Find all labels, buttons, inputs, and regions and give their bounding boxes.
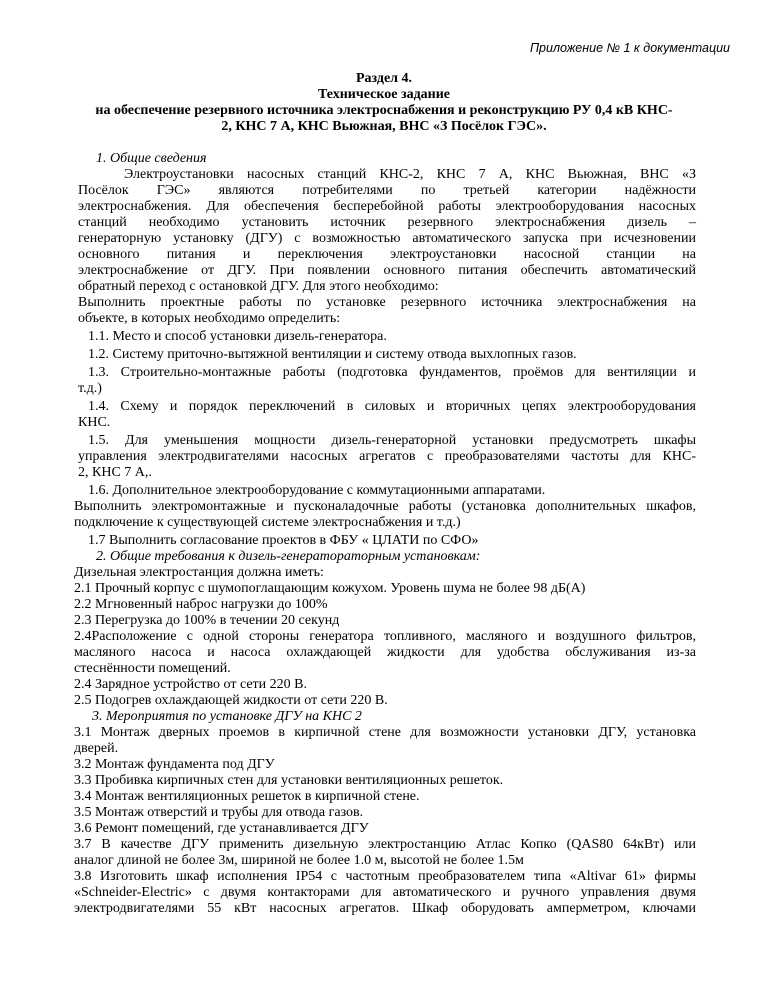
- document-subtitle-line-1: на обеспечение резервного источника электроснабжения и реконструкцию РУ 0,4 кВ КНС-: [95, 103, 673, 118]
- list-item: 1.3. Строительно-монтажные работы (подготовка фундаментов, проёмов для вентиляции и: [88, 365, 696, 380]
- text-line: «Schneider-Electric» с двумя контакторами для автоматического и ручного управления двумя: [74, 885, 696, 900]
- list-item: 1.4. Схему и порядок переключений в силовых и вторичных цепях электрооборудования: [88, 399, 696, 414]
- text-line: дверей.: [74, 741, 119, 756]
- text-line: Дизельная электростанция должна иметь:: [74, 565, 324, 580]
- list-item: 3.1 Монтаж дверных проемов в кирпичной стене для возможности установки ДГУ, установка: [74, 725, 696, 740]
- list-item: 3.5 Монтаж отверстий и трубы для отвода газов.: [74, 805, 364, 820]
- section-3-heading: 3. Мероприятия по установке ДГУ на КНС 2: [92, 709, 362, 724]
- list-item: 2.4 Зарядное устройство от сети 220 В.: [74, 677, 307, 692]
- text-line: основного питания и переключения электроустановки насосной станции на: [78, 247, 696, 262]
- list-item: 1.7 Выполнить согласование проектов в ФБУ « ЦЛАТИ по СФО»: [88, 533, 479, 548]
- list-item: 3.2 Монтаж фундамента под ДГУ: [74, 757, 275, 772]
- section-number: Раздел 4.: [355, 71, 413, 86]
- text-line: электроснабжение от ДГУ. При появлении основного питания обеспечить автоматический: [78, 263, 696, 278]
- section-2-heading: 2. Общие требования к дизель-генератораторным установкам:: [96, 549, 481, 564]
- document-subtitle-line-2: 2, КНС 7 А, КНС Вьюжная, ВНС «З Посёлок ГЭС».: [221, 119, 547, 134]
- list-item: 3.6 Ремонт помещений, где устанавливается ДГУ: [74, 821, 369, 836]
- list-item: 2.2 Мгновенный наброс нагрузки до 100%: [74, 597, 328, 612]
- text-line: 2, КНС 7 А,.: [78, 465, 152, 480]
- list-item: 1.6. Дополнительное электрооборудование с коммутационными аппаратами.: [88, 483, 546, 498]
- text-line: станций необходимо установить источник резервного электроснабжения дизель –: [78, 215, 696, 230]
- list-item: 1.1. Место и способ установки дизель-генератора.: [88, 329, 387, 344]
- list-item: 3.8 Изготовить шкаф исполнения IP54 с частотным преобразователем типа «Altivar 61» фирмы: [74, 869, 696, 884]
- list-item: 2.4Расположение с одной стороны генератора топливного, масляного и воздушного фильтров,: [74, 629, 696, 644]
- list-item: 3.4 Монтаж вентиляционных решеток в кирпичной стене.: [74, 789, 420, 804]
- text-line: т.д.): [78, 381, 102, 396]
- text-line: Выполнить проектные работы по установке резервного источника электроснабжения на: [78, 295, 696, 310]
- text-line: масляного насоса и насоса охлаждающей жидкости для удобства обслуживания из-за: [74, 645, 696, 660]
- list-item: 2.5 Подогрев охлаждающей жидкости от сети 220 В.: [74, 693, 388, 708]
- text-line: объекте, в которых необходимо определить:: [78, 311, 341, 326]
- text-line: Посёлок ГЭС» являются потребителями по третьей категории надёжности: [78, 183, 696, 198]
- list-item: 3.7 В качестве ДГУ применить дизельную электростанцию Атлас Копко (QAS80 64кВт) или: [74, 837, 696, 852]
- text-line: подключение к существующей системе электроснабжения и т.д.): [74, 515, 461, 530]
- text-line: стеснённости помещений.: [74, 661, 231, 676]
- list-item: 1.2. Систему приточно-вытяжной вентиляции и систему отвода выхлопных газов.: [88, 347, 577, 362]
- appendix-label: Приложение № 1 к документации: [530, 41, 730, 55]
- text-line: электроснабжения. Для обеспечения бесперебойной работы электрооборудования насосных: [78, 199, 696, 214]
- text-line: КНС.: [78, 415, 111, 430]
- text-line: электродвигателями 55 кВт насосных агрегатов. Шкаф оборудовать амперметром, ключами: [74, 901, 696, 916]
- list-item: 3.3 Пробивка кирпичных стен для установки вентиляционных решеток.: [74, 773, 504, 788]
- text-line: обратный переход с остановкой ДГУ. Для этого необходимо:: [78, 279, 439, 294]
- list-item: 2.1 Прочный корпус с шумопоглащающим кожухом. Уровень шума не более 98 дБ(А): [74, 581, 586, 596]
- list-item: 1.5. Для уменьшения мощности дизель-генераторной установки предусмотреть шкафы: [88, 433, 696, 448]
- list-item: 2.3 Перегрузка до 100% в течении 20 секунд: [74, 613, 340, 628]
- section-1-heading: 1. Общие сведения: [96, 151, 207, 166]
- text-line: Выполнить электромонтажные и пусконаладочные работы (установка дополнительных шкафов,: [74, 499, 696, 514]
- document-title: Техническое задание: [317, 87, 450, 102]
- text-line: генераторную установку (ДГУ) с возможностью автоматического запуска при исчезновении: [78, 231, 696, 246]
- text-line: управления электродвигателями насосных агрегатов с преобразователями частоты для КНС-: [78, 449, 696, 464]
- text-line: Электроустановки насосных станций КНС-2, КНС 7 А, КНС Вьюжная, ВНС «З: [124, 167, 696, 182]
- text-line: аналог длиной не более 3м, шириной не более 1.0 м, высотой не более 1.5м: [74, 853, 524, 868]
